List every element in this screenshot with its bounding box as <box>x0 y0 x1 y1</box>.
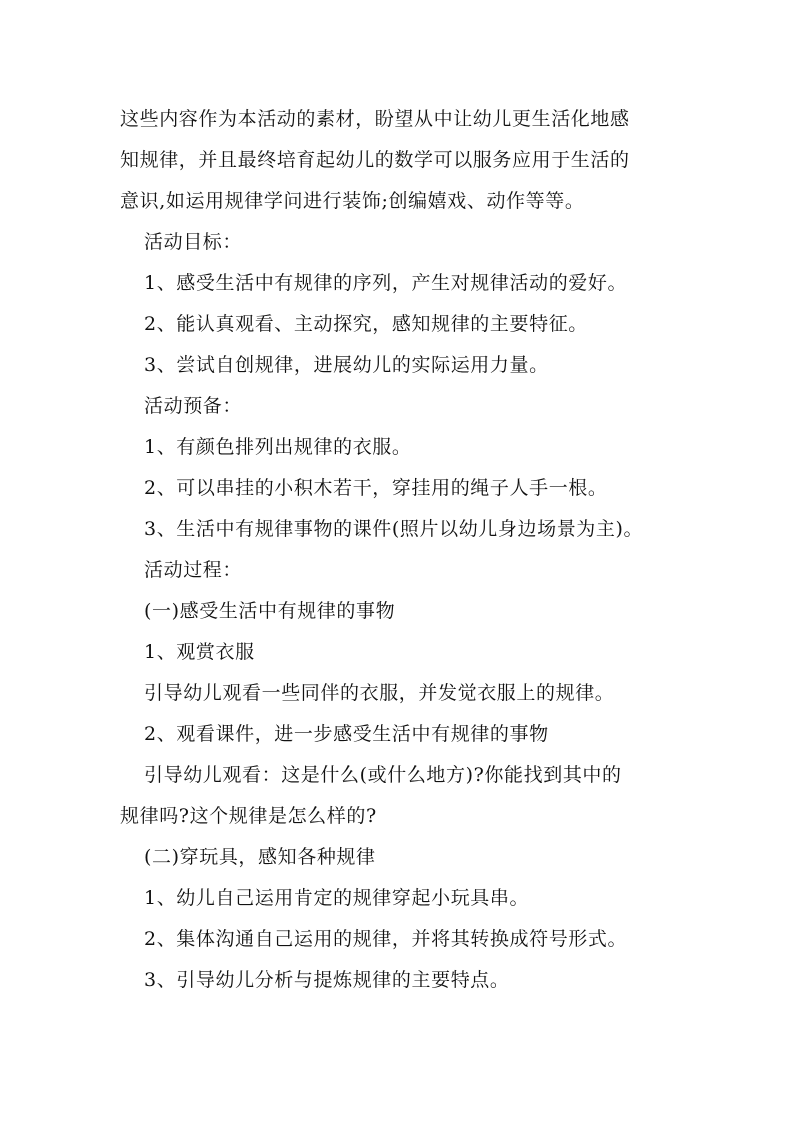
list-item: 1、幼儿自己运用肯定的规律穿起小玩具串。 <box>144 887 530 909</box>
list-item: 1、观赏衣服 <box>144 641 255 663</box>
text-line: 意识,如运用规律学问进行装饰;创编嬉戏、动作等等。 <box>120 190 585 212</box>
list-item: 1、感受生活中有规律的序列，产生对规律活动的爱好。 <box>144 272 628 294</box>
list-item: 3、尝试自创规律，进展幼儿的实际运用力量。 <box>144 354 549 376</box>
list-item: 3、引导幼儿分析与提炼规律的主要特点。 <box>144 969 510 991</box>
text-line: 知规律，并且最终培育起幼儿的数学可以服务应用于生活的 <box>120 149 630 171</box>
list-item: 2、观看课件，进一步感受生活中有规律的事物 <box>144 723 549 745</box>
subsection-heading: (一)感受生活中有规律的事物 <box>144 600 396 622</box>
list-item: 2、集体沟通自己运用的规律，并将其转换成符号形式。 <box>144 928 628 950</box>
subsection-heading: (二)穿玩具，感知各种规律 <box>144 846 376 868</box>
text-line: 这些内容作为本活动的素材，盼望从中让幼儿更生活化地感 <box>120 108 630 130</box>
section-heading: 活动目标： <box>144 231 243 253</box>
section-heading: 活动预备： <box>144 395 243 417</box>
text-line: 引导幼儿观看一些同伴的衣服，并发觉衣服上的规律。 <box>144 682 615 704</box>
list-item: 2、可以串挂的小积木若干，穿挂用的绳子人手一根。 <box>144 477 608 499</box>
section-heading: 活动过程： <box>144 559 243 581</box>
list-item: 2、能认真观看、主动探究，感知规律的主要特征。 <box>144 313 588 335</box>
list-item: 1、有颜色排列出规律的衣服。 <box>144 436 412 458</box>
list-item: 3、生活中有规律事物的课件(照片以幼儿身边场景为主)。 <box>144 518 644 540</box>
text-line: 规律吗?这个规律是怎么样的? <box>120 805 377 827</box>
text-line: 引导幼儿观看：这是什么(或什么地方)?你能找到其中的 <box>144 764 622 786</box>
document-body <box>120 99 680 1001</box>
